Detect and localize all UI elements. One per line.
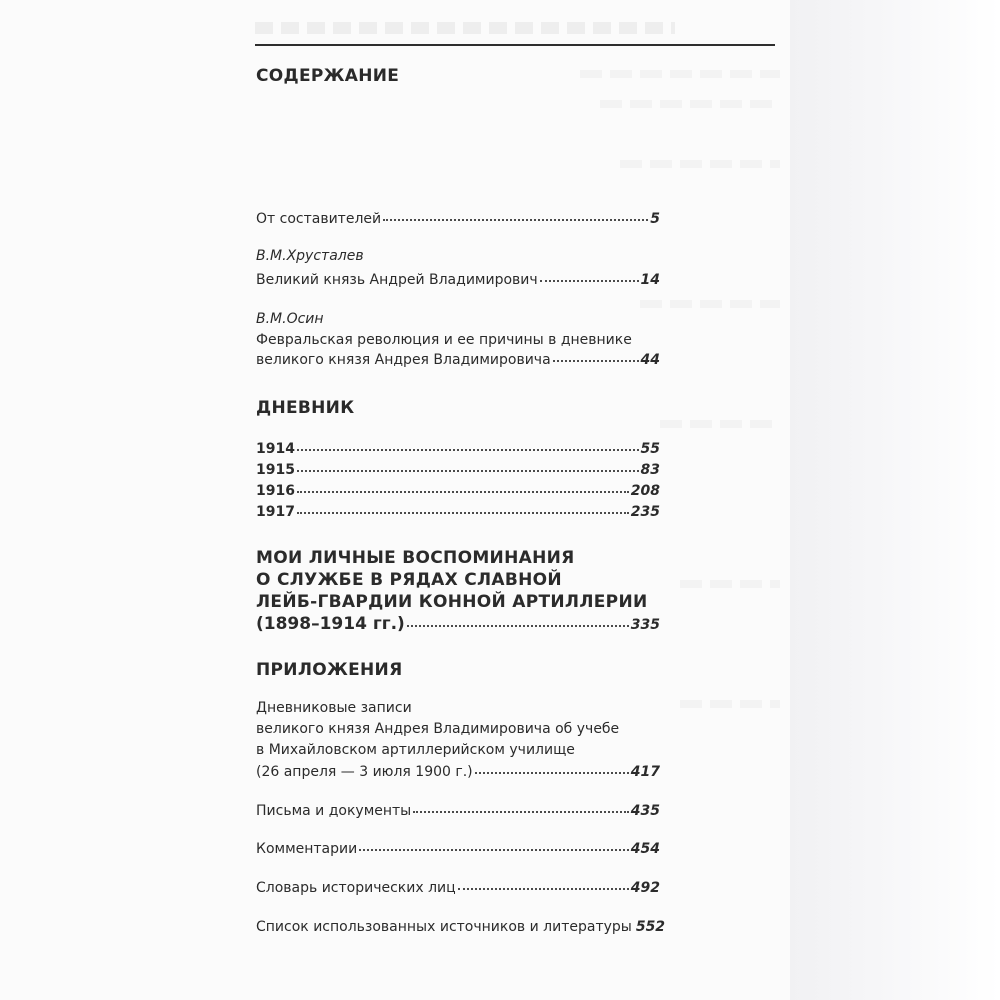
bleed-through-text (640, 300, 780, 308)
toc-entry-diary-year[interactable] (256, 440, 660, 458)
article-author: В.М.Хрусталев (256, 248, 364, 264)
toc-entry-label: Список использованных источников и литературы (256, 919, 632, 935)
toc-entry-letters[interactable] (256, 802, 660, 820)
toc-entry-title-line: Февральская революция и ее причины в дневнике (256, 332, 632, 348)
toc-entry-label: Комментарии (256, 841, 358, 857)
leader-dots (475, 770, 629, 774)
leader-dots (297, 468, 639, 472)
memoirs-title-line: ЛЕЙБ-ГВАРДИИ КОННОЙ АРТИЛЛЕРИИ (256, 592, 648, 612)
toc-entry-article[interactable] (256, 271, 660, 289)
toc-entry-title-line: великого князя Андрея Владимировича об учебе (256, 721, 620, 737)
toc-entry-diary-year[interactable] (256, 503, 660, 521)
toc-entry-label: От составителей (256, 211, 382, 227)
toc-entry-article[interactable] (256, 351, 660, 369)
toc-entry-dictionary[interactable] (256, 879, 660, 897)
toc-entry-page: 335 (630, 617, 660, 633)
leader-dots (297, 489, 629, 493)
toc-entry-label: Великий князь Андрей Владимирович (256, 272, 538, 288)
leader-dots (383, 217, 648, 221)
toc-entry-page: 208 (630, 483, 660, 499)
toc-entry-page: 492 (630, 880, 660, 896)
header-rule (255, 44, 775, 46)
diary-year: 1916 (256, 483, 295, 499)
memoirs-title-line: О СЛУЖБЕ В РЯДАХ СЛАВНОЙ (256, 570, 562, 590)
leader-dots (553, 358, 639, 362)
bleed-through-text (600, 100, 780, 108)
toc-entry-label: великого князя Андрея Владимировича (256, 352, 551, 368)
toc-entry-page: 454 (630, 841, 660, 857)
leader-dots (407, 623, 629, 627)
leader-dots (458, 886, 629, 890)
toc-entry-diary-year[interactable] (256, 461, 660, 479)
bleed-through-text (680, 580, 780, 588)
bleed-through-text (620, 160, 780, 168)
diary-year: 1917 (256, 504, 295, 520)
diary-section-title: ДНЕВНИК (256, 398, 355, 418)
toc-entry-title-line: Дневниковые записи (256, 700, 412, 716)
leader-dots (540, 278, 639, 282)
toc-entry-page: 235 (630, 504, 660, 520)
toc-entry-memoirs[interactable] (256, 614, 660, 635)
bleed-through-text (660, 420, 780, 428)
toc-entry-page: 44 (640, 352, 660, 368)
article-author: В.М.Осин (256, 311, 324, 327)
toc-entry-diary-year[interactable] (256, 482, 660, 500)
toc-entry-label: Словарь исторических лиц (256, 880, 456, 896)
toc-entry-page: 417 (630, 764, 660, 780)
appendix-section-title: ПРИЛОЖЕНИЯ (256, 660, 403, 680)
leader-dots (297, 447, 639, 451)
toc-entry-comments[interactable] (256, 840, 660, 858)
diary-year: 1914 (256, 441, 295, 457)
bleed-through-text (680, 700, 780, 708)
leader-dots (297, 510, 629, 514)
diary-year: 1915 (256, 462, 295, 478)
toc-title: СОДЕРЖАНИЕ (256, 66, 400, 86)
toc-entry-page: 552 (635, 919, 666, 935)
toc-entry-title-line: в Михайловском артиллерийском училище (256, 742, 575, 758)
leader-dots (359, 847, 629, 851)
memoirs-title-line: МОИ ЛИЧНЫЕ ВОСПОМИНАНИЯ (256, 548, 575, 568)
toc-entry-page: 83 (640, 462, 660, 478)
bleed-through-text (580, 70, 780, 78)
toc-entry-page: 14 (640, 272, 660, 288)
page-margin-shadow (790, 0, 1000, 1000)
toc-entry-page: 435 (630, 803, 660, 819)
toc-entry-sources[interactable] (256, 918, 666, 936)
toc-entry-page: 55 (640, 441, 660, 457)
bleed-through-header (255, 22, 675, 34)
toc-entry-label: Письма и документы (256, 803, 412, 819)
leader-dots (413, 809, 629, 813)
memoirs-title-last-line: (1898–1914 гг.) (256, 614, 405, 634)
toc-entry-intro[interactable] (256, 210, 660, 228)
toc-entry-page: 5 (650, 211, 660, 227)
toc-entry-label: (26 апреля — 3 июля 1900 г.) (256, 764, 473, 780)
toc-entry-appendix-diary[interactable] (256, 763, 660, 781)
